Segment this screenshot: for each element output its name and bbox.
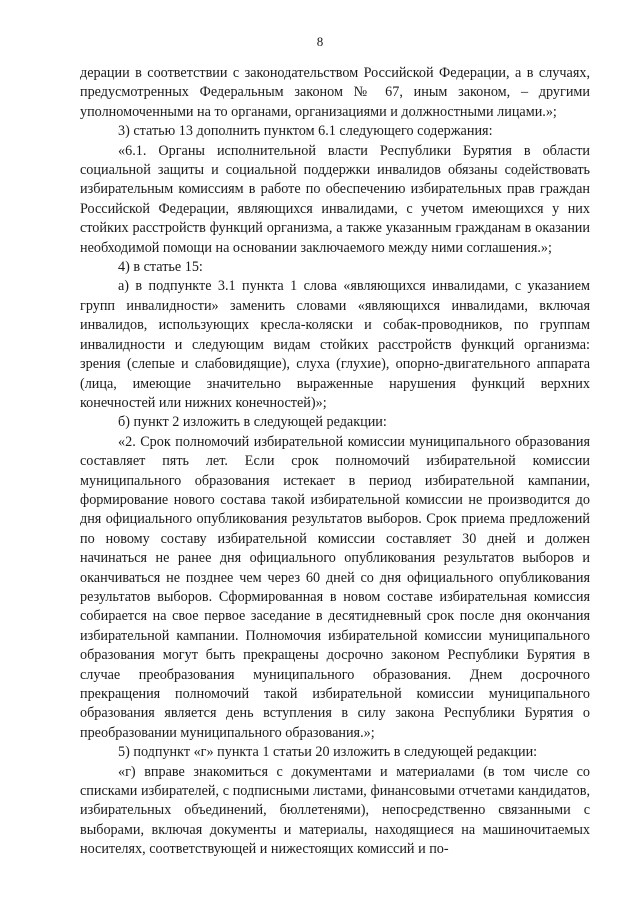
paragraph: 3) статью 13 дополнить пунктом 6.1 следующего содержания: [118,123,493,140]
paragraph: «г) вправе знакомиться с документами и материалами (в том числе со списками избирателей, с подписными листами, финансовыми отчетами кандидатов, избирательных объединений, бюллетенями), непосредственно связанными с выборами, включая документы и материалы, находящиеся на машиночитаемых носителях, соответствующей и нижестоящих комиссий и по- [80,763,590,858]
paragraph: 5) подпункт «г» пункта 1 статьи 20 изложить в следующей редакции: [118,744,538,761]
paragraph: б) пункт 2 изложить в следующей редакции: [118,414,387,431]
paragraph: 4) в статье 15: [118,259,203,276]
paragraph: «2. Срок полномочий избирательной комиссии муниципального образования составляет пять лет. Если срок полномочий избирательной комиссии муниципального образования истекает в период избирательной кампании, формирование нового состава такой избирательной комиссии не производится до дня официального опубликования результатов выборов. Срок приема предложений по новому составу избирательной комиссии составляет 30 дней и должен начинаться не ранее дня официального опубликования результатов выборов и оканчиваться не позднее чем через 60 дней со дня официального опубликования результатов выборов. Сформированная в новом составе избирательная комиссия собирается на свое первое заседание в десятидневный срок после дня окончания избирательной кампании. Полномочия избирательной комиссии муниципального образования могут быть прекращены досрочно законом Республики Бурятия в случае преобразования муниципального образования. Днем досрочного прекращения полномочий такой избирательной комиссии муниципального образования является день вступления в силу закона Республики Бурятия о преобразовании муниципального образования.»; [80,433,590,741]
page-number: 8 [316,34,324,49]
paragraph: а) в подпункте 3.1 пункта 1 слова «являющихся инвалидами, с указанием групп инвалидности» заменить словами «являющихся инвалидами, включая инвалидов, использующих кресла-коляски и собак-проводников, по группам инвалидности и следующим видам стойких расстройств функций организма: зрения (слепые и слабовидящие), слуха (глухие), опорно-двигательного аппарата (лица, имеющие значительно выраженные нарушения функций верхних конечностей или нижних конечностей)»; [80,278,590,411]
paragraph: дерации в соответствии с законодательством Российской Федерации, а в случаях, предусмотренных Федеральным законом № 67, иным законом, – другими уполномоченными на то органами, организациями и должностными лицами.»; [80,65,590,120]
paragraph: «6.1. Органы исполнительной власти Республики Бурятия в области социальной защиты и социальной поддержки инвалидов обязаны содействовать избирательным комиссиям в работе по обеспечению избирательных прав граждан Российской Федерации, являющихся инвалидами, с учетом имеющихся у них стойких расстройств функций организма, а также указанным гражданам в оказании необходимой помощи на основании заключаемого между ними соглашения.»; [80,142,590,256]
document-body [80,64,590,860]
